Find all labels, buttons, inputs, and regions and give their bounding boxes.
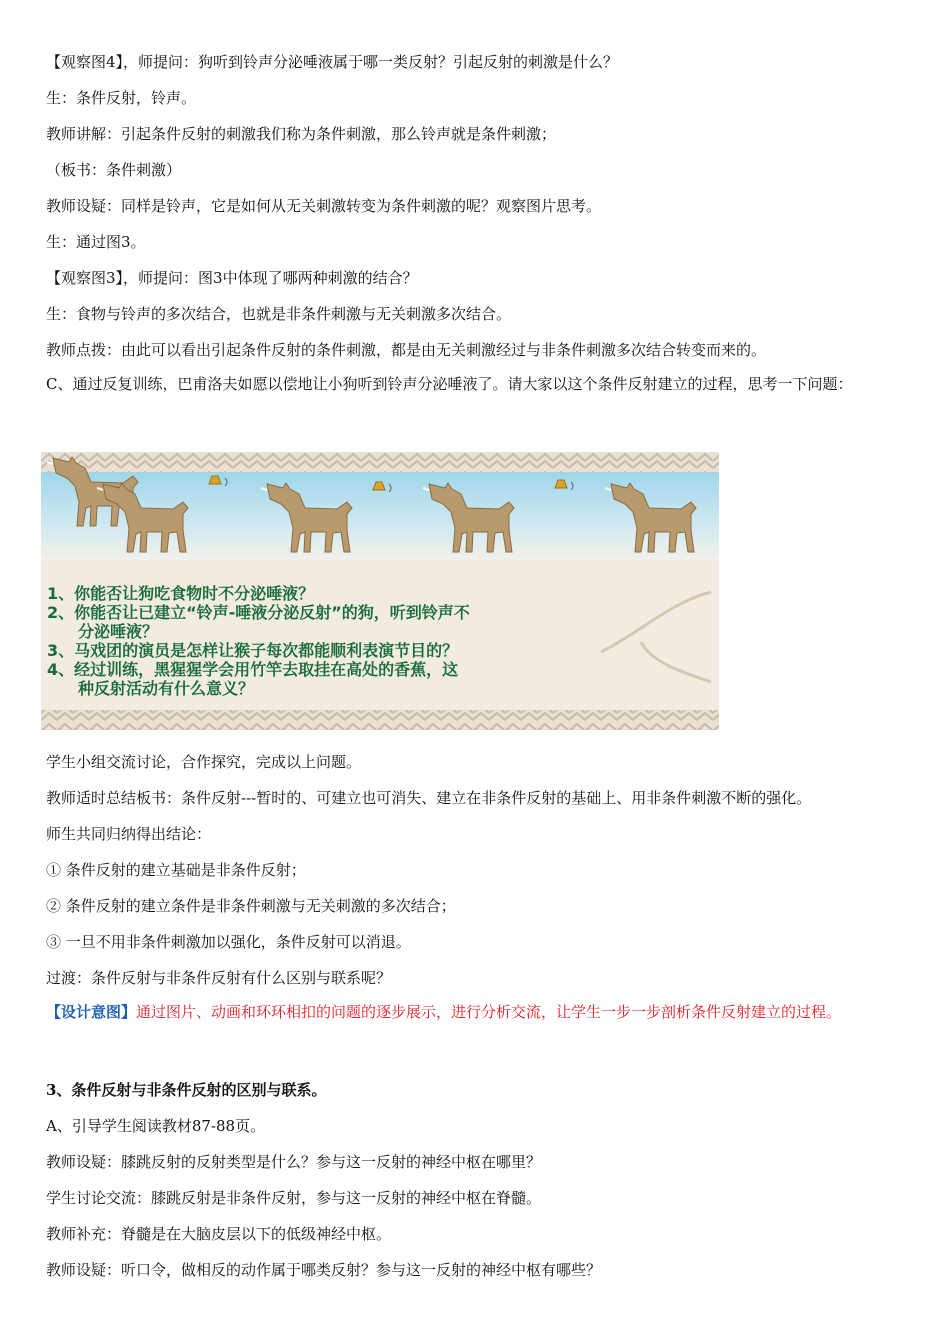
figure-question-4-cont: 种反射活动有什么意义？ <box>78 679 255 698</box>
paragraph-teacher-point: 教师点拨：由此可以看出引起条件反射的条件刺激，都是由无关刺激经过与非条件刺激多次结合转变而来的。 <box>46 341 767 359</box>
paragraph-knee-jerk-answer: 学生讨论交流：膝跳反射是非条件反射，参与这一反射的神经中枢在脊髓。 <box>46 1189 542 1207</box>
paragraph-board-note: （板书：条件刺激） <box>46 161 182 179</box>
figure-question-2: 2、你能否让已建立“铃声-唾液分泌反射”的狗，听到铃声不 <box>47 603 470 622</box>
top-border-pattern <box>41 452 719 472</box>
figure-question-3: 3、马戏团的演员是怎样让猴子每次都能顺利表演节目的？ <box>47 641 459 660</box>
design-intent-label: 【设计意图】 <box>46 1003 137 1021</box>
paragraph-observe-fig4: 【观察图4】，师提问：狗听到铃声分泌唾液属于哪一类反射？引起反射的刺激是什么？ <box>46 53 619 71</box>
section-3-heading: 3、条件反射与非条件反射的区别与联系。 <box>46 1081 327 1099</box>
paragraph-conclusion-1: ① 条件反射的建立基础是非条件反射； <box>46 861 306 879</box>
paragraph-transition: 过渡：条件反射与非条件反射有什么区别与联系呢？ <box>46 969 392 987</box>
paragraph-knee-jerk-question: 教师设疑：膝跳反射的反射类型是什么？参与这一反射的神经中枢在哪里？ <box>46 1153 542 1171</box>
paragraph-spinal-cord-note: 教师补充：脊髓是在大脑皮层以下的低级神经中枢。 <box>46 1225 392 1243</box>
figure-question-list <box>47 584 707 698</box>
design-intent-text: 通过图片、动画和环环相扣的问题的逐步展示，进行分析交流，让学生一步一步剖析条件反射建立的过程。 <box>136 1003 842 1021</box>
dog-conditioning-figure <box>41 452 719 730</box>
paragraph-conclusion-2: ② 条件反射的建立条件是非条件刺激与无关刺激的多次结合； <box>46 897 456 915</box>
paragraph-observe-fig3: 【观察图3】，师提问：图3中体现了哪两种刺激的结合？ <box>46 269 418 287</box>
paragraph-student-answer-2: 生：通过图3。 <box>46 233 146 251</box>
paragraph-design-intent <box>46 994 910 1030</box>
bottom-border-pattern <box>41 710 719 730</box>
figure-question-1: 1、你能否让狗吃食物时不分泌唾液？ <box>47 584 315 603</box>
paragraph-teacher-question-1: 教师设疑：同样是铃声，它是如何从无关刺激转变为条件刺激的呢？观察图片思考。 <box>46 197 602 215</box>
paragraph-conclusion-intro: 师生共同归纳得出结论： <box>46 825 212 843</box>
paragraph-teacher-explain: 教师讲解：引起条件反射的刺激我们称为条件刺激，那么铃声就是条件刺激； <box>46 125 557 143</box>
paragraph-group-discussion: 学生小组交流讨论，合作探究，完成以上问题。 <box>46 753 362 771</box>
paragraph-command-question: 教师设疑：听口令，做相反的动作属于哪类反射？参与这一反射的神经中枢有哪些？ <box>46 1261 602 1279</box>
figure-question-2-cont: 分泌唾液？ <box>78 622 159 641</box>
paragraph-student-answer-3: 生：食物与铃声的多次结合，也就是非条件刺激与无关刺激多次结合。 <box>46 305 512 323</box>
paragraph-read-textbook: A、引导学生阅读教材87-88页。 <box>46 1117 266 1135</box>
paragraph-teacher-summary: 教师适时总结板书：条件反射---暂时的、可建立也可消失、建立在非条件反射的基础上、用非条件刺激不断的强化。 <box>46 789 812 807</box>
paragraph-section-c: C、通过反复训练，巴甫洛夫如愿以偿地让小狗听到铃声分泌唾液了。请大家以这个条件反射建立的过程，思考一下问题： <box>46 375 853 393</box>
paragraph-student-answer-1: 生：条件反射，铃声。 <box>46 89 197 107</box>
paragraph-conclusion-3: ③ 一旦不用非条件刺激加以强化，条件反射可以消退。 <box>46 933 411 951</box>
figure-question-4: 4、经过训练，黑猩猩学会用竹竿去取挂在高处的香蕉，这 <box>47 660 459 679</box>
